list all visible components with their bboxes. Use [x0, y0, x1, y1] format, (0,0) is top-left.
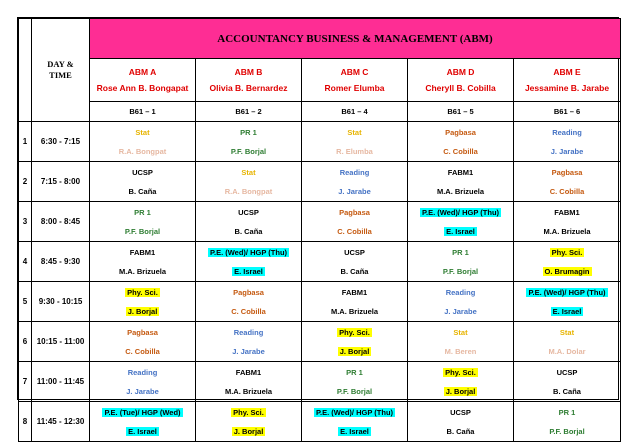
subject-label: FABM1: [129, 247, 156, 257]
subject-label: FABM1: [447, 167, 474, 177]
period-number: 1: [19, 122, 32, 162]
section-room: B61 – 5: [408, 102, 514, 122]
teacher-label: J. Jarabe: [338, 186, 371, 196]
blank-corner-cell: [19, 19, 32, 122]
section-header-cell: [196, 59, 302, 102]
subject-label: FABM1: [554, 207, 580, 217]
teacher-label: E. Israel: [128, 426, 157, 436]
schedule-cell: [196, 162, 302, 202]
subject-label: Stat: [135, 127, 150, 137]
day-label: DAY &: [47, 59, 74, 69]
period-time: 7:15 - 8:00: [32, 162, 90, 202]
section-name: ABM C: [340, 67, 369, 77]
period-time: 11:45 - 12:30: [32, 402, 90, 442]
subject-label: FABM1: [235, 367, 262, 377]
schedule-cell: [196, 202, 302, 242]
subject-label: PR 1: [346, 367, 363, 377]
period-number: 7: [19, 362, 32, 402]
teacher-label: R. Elumba: [336, 146, 373, 156]
subject-label: Stat: [347, 127, 362, 137]
schedule-cell: [196, 282, 302, 322]
schedule-cell: [90, 162, 196, 202]
subject-label: Phy. Sci.: [127, 287, 158, 297]
schedule-cell: [514, 202, 621, 242]
time-label: TIME: [49, 70, 72, 80]
teacher-label: J. Borjal: [127, 306, 158, 316]
period-number: 6: [19, 322, 32, 362]
period-time: 8:00 - 8:45: [32, 202, 90, 242]
teacher-label: M. Beren: [444, 346, 477, 356]
schedule-cell: [302, 402, 408, 442]
period-time: 9:30 - 10:15: [32, 282, 90, 322]
subject-label: P.E. (Wed)/ HGP (Thu): [315, 407, 394, 417]
schedule-cell: [302, 122, 408, 162]
subject-label: Reading: [127, 367, 158, 377]
schedule-cell: [408, 282, 514, 322]
subject-label: P.E. (Wed)/ HGP (Thu): [528, 287, 606, 297]
teacher-label: C. Cobilla: [443, 146, 478, 156]
period-number: 5: [19, 282, 32, 322]
teacher-label: B. Caña: [340, 266, 369, 276]
subject-label: Stat: [559, 327, 575, 337]
section-header-cell: [408, 59, 514, 102]
subject-label: Reading: [552, 127, 582, 137]
teacher-label: M.A. Brizuela: [543, 226, 591, 236]
teacher-label: E. Israel: [340, 426, 369, 436]
schedule-cell: [196, 322, 302, 362]
schedule-cell: [196, 362, 302, 402]
teacher-label: E. Israel: [234, 266, 263, 276]
subject-label: Phy. Sci.: [551, 247, 583, 257]
schedule-cell: [514, 162, 621, 202]
schedule-cell: [408, 202, 514, 242]
schedule-cell: [514, 322, 621, 362]
teacher-label: M.A. Brizuela: [330, 306, 379, 316]
subject-label: P.E. (Wed)/ HGP (Thu): [421, 207, 500, 217]
section-adviser: Olivia B. Bernardez: [209, 83, 288, 93]
period-time: 11:00 - 11:45: [32, 362, 90, 402]
schedule-sheet: [17, 17, 619, 436]
page-title: ACCOUNTANCY BUSINESS & MANAGEMENT (ABM): [90, 19, 621, 59]
schedule-cell: [514, 402, 621, 442]
schedule-cell: [408, 402, 514, 442]
subject-label: Phy. Sci.: [445, 367, 476, 377]
schedule-cell: [90, 362, 196, 402]
subject-label: Phy. Sci.: [233, 407, 264, 417]
schedule-cell: [90, 242, 196, 282]
schedule-cell: [408, 162, 514, 202]
teacher-label: R.A. Bongpat: [118, 146, 167, 156]
subject-label: UCSP: [556, 367, 578, 377]
teacher-label: P.F. Borjal: [442, 266, 479, 276]
teacher-label: P.F. Borjal: [124, 226, 161, 236]
section-adviser: Jessamine B. Jarabe: [524, 83, 610, 93]
teacher-label: J. Jarabe: [444, 306, 477, 316]
teacher-label: J. Jarabe: [550, 146, 584, 156]
section-name: ABM B: [234, 67, 263, 77]
section-header-cell: [514, 59, 621, 102]
schedule-cell: [408, 122, 514, 162]
schedule-cell: [514, 242, 621, 282]
schedule-cell: [90, 282, 196, 322]
subject-label: Pagbasa: [551, 167, 583, 177]
subject-label: Reading: [445, 287, 476, 297]
teacher-label: J. Jarabe: [232, 346, 265, 356]
teacher-label: J. Borjal: [445, 386, 476, 396]
period-number: 2: [19, 162, 32, 202]
subject-label: UCSP: [450, 407, 471, 417]
schedule-table: [18, 18, 621, 442]
section-header-cell: [90, 59, 196, 102]
day-time-label: [32, 19, 90, 122]
section-room: B61 – 1: [90, 102, 196, 122]
section-room: B61 – 2: [196, 102, 302, 122]
section-room: B61 – 6: [514, 102, 621, 122]
schedule-cell: [302, 282, 408, 322]
teacher-label: P.F. Borjal: [549, 426, 585, 436]
period-time: 10:15 - 11:00: [32, 322, 90, 362]
schedule-cell: [514, 122, 621, 162]
subject-label: PR 1: [240, 127, 257, 137]
period-number: 3: [19, 202, 32, 242]
schedule-cell: [514, 282, 621, 322]
subject-label: P.E. (Wed)/ HGP (Thu): [209, 247, 288, 257]
teacher-label: J. Jarabe: [126, 386, 159, 396]
subject-label: Reading: [233, 327, 264, 337]
section-header-cell: [302, 59, 408, 102]
schedule-cell: [514, 362, 621, 402]
teacher-label: C. Cobilla: [231, 306, 266, 316]
section-adviser: Cheryll B. Cobilla: [425, 83, 496, 93]
section-name: ABM A: [128, 67, 157, 77]
teacher-label: C. Cobilla: [125, 346, 160, 356]
subject-label: PR 1: [558, 407, 576, 417]
teacher-label: B. Caña: [234, 226, 263, 236]
teacher-label: O. Brumagin: [544, 266, 590, 276]
schedule-cell: [196, 242, 302, 282]
teacher-label: E. Israel: [552, 306, 582, 316]
teacher-label: C. Cobilla: [337, 226, 372, 236]
teacher-label: M.A. Dolar: [548, 346, 586, 356]
subject-label: Phy. Sci.: [339, 327, 370, 337]
period-number: 8: [19, 402, 32, 442]
schedule-cell: [90, 202, 196, 242]
subject-label: UCSP: [132, 167, 153, 177]
section-room: B61 – 4: [302, 102, 408, 122]
subject-label: FABM1: [341, 287, 368, 297]
teacher-label: M.A. Brizuela: [118, 266, 167, 276]
schedule-cell: [302, 202, 408, 242]
subject-label: Reading: [339, 167, 370, 177]
teacher-label: J. Borjal: [339, 346, 370, 356]
teacher-label: R.A. Bongpat: [224, 186, 273, 196]
teacher-label: B. Caña: [128, 186, 157, 196]
subject-label: P.E. (Tue)/ HGP (Wed): [104, 407, 181, 417]
schedule-cell: [302, 162, 408, 202]
subject-label: Pagbasa: [445, 127, 476, 137]
period-number: 4: [19, 242, 32, 282]
subject-label: Stat: [453, 327, 468, 337]
teacher-label: M.A. Brizuela: [436, 186, 485, 196]
schedule-cell: [196, 122, 302, 162]
teacher-label: B. Caña: [446, 426, 475, 436]
schedule-cell: [90, 402, 196, 442]
subject-label: Pagbasa: [339, 207, 370, 217]
subject-label: Pagbasa: [127, 327, 158, 337]
section-adviser: Romer Elumba: [324, 83, 385, 93]
subject-label: Stat: [241, 167, 256, 177]
schedule-cell: [408, 242, 514, 282]
subject-label: PR 1: [452, 247, 469, 257]
schedule-cell: [302, 362, 408, 402]
section-adviser: Rose Ann B. Bongapat: [96, 83, 189, 93]
teacher-label: P.F. Borjal: [336, 386, 373, 396]
schedule-cell: [408, 322, 514, 362]
period-time: 6:30 - 7:15: [32, 122, 90, 162]
subject-label: PR 1: [134, 207, 151, 217]
teacher-label: E. Israel: [446, 226, 475, 236]
subject-label: Pagbasa: [233, 287, 264, 297]
teacher-label: C. Cobilla: [549, 186, 585, 196]
teacher-label: B. Caña: [553, 386, 581, 396]
schedule-cell: [408, 362, 514, 402]
schedule-cell: [302, 322, 408, 362]
subject-label: UCSP: [344, 247, 365, 257]
section-name: ABM D: [446, 67, 475, 77]
schedule-cell: [90, 122, 196, 162]
teacher-label: M.A. Brizuela: [224, 386, 273, 396]
period-time: 8:45 - 9:30: [32, 242, 90, 282]
schedule-cell: [196, 402, 302, 442]
section-name: ABM E: [553, 67, 581, 77]
schedule-cell: [302, 242, 408, 282]
teacher-label: P.F. Borjal: [230, 146, 267, 156]
subject-label: UCSP: [238, 207, 259, 217]
schedule-cell: [90, 322, 196, 362]
teacher-label: J. Borjal: [233, 426, 264, 436]
